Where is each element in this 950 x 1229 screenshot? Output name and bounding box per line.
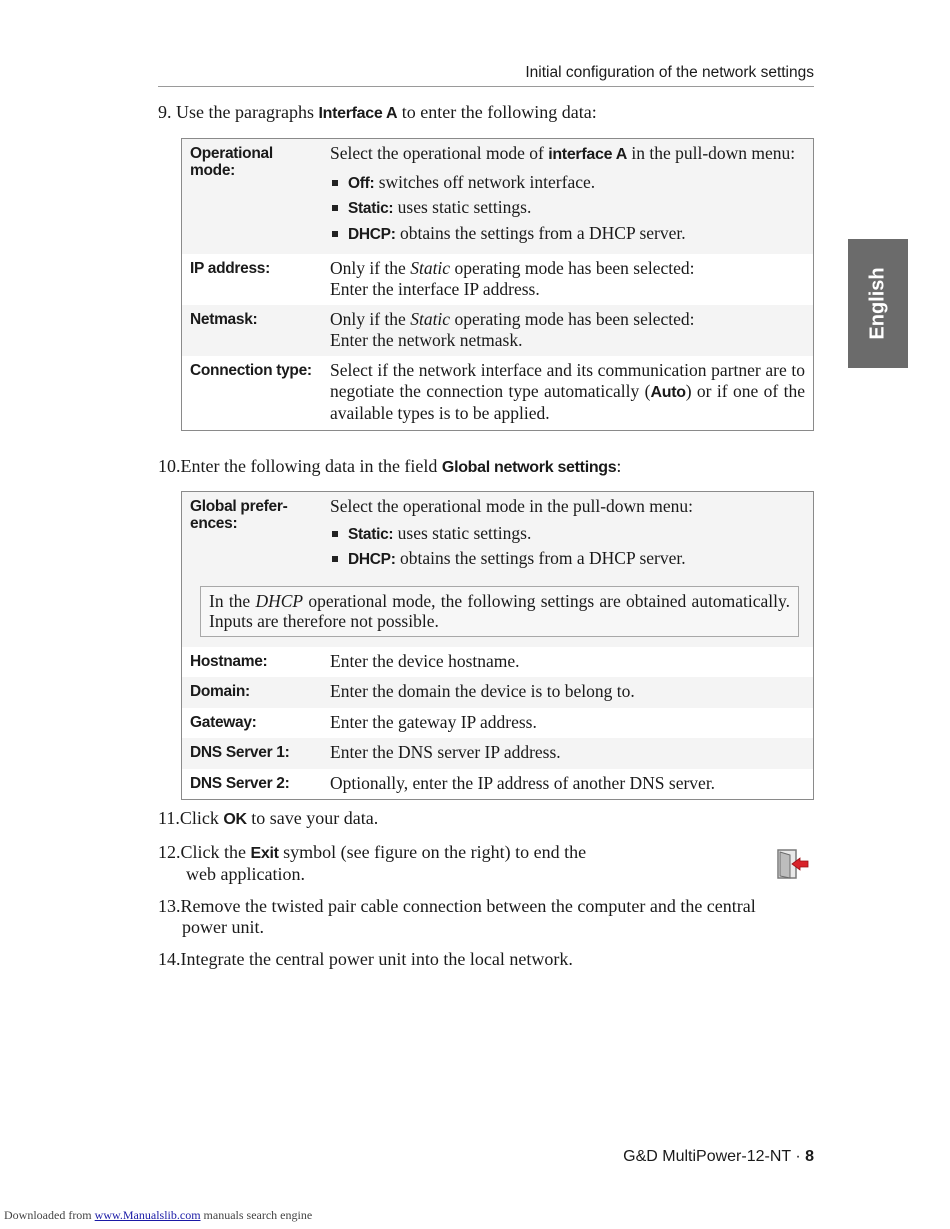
table-row [182, 356, 814, 430]
global-settings-table [181, 491, 814, 800]
step-keyword: Interface A [318, 105, 398, 122]
step-text: symbol (see figure on the right) to end the [278, 842, 587, 862]
option-keyword: Static: [348, 525, 394, 543]
download-suffix: manuals search engine [200, 1208, 313, 1222]
row-label: Global prefer- ences: [182, 492, 323, 580]
mode-options-list [330, 172, 805, 246]
table-row [182, 139, 814, 255]
row-label: DNS Server 1: [182, 738, 323, 769]
page-number: 8 [805, 1148, 814, 1165]
table-row [182, 708, 814, 739]
option-text: obtains the settings from a DHCP server. [395, 548, 686, 568]
table-row [182, 769, 814, 800]
option-text: uses static settings. [393, 197, 532, 217]
manualslib-link[interactable]: www.Manualslib.com [94, 1208, 201, 1222]
option-text: obtains the settings from a DHCP server. [395, 222, 686, 243]
running-header [158, 64, 814, 87]
value-text: operating mode has been selected: [450, 309, 695, 329]
value-text: Select the operational mode in the pull-down menu: [330, 496, 694, 516]
option-text: switches off network interface. [374, 171, 596, 192]
option-text: uses static settings. [393, 522, 532, 543]
step-text: Click the [180, 842, 251, 862]
download-prefix: Downloaded from [4, 1208, 95, 1222]
step-number: 13. [158, 896, 181, 916]
row-value: Enter the gateway IP address. [330, 711, 537, 732]
step-12 [158, 842, 758, 885]
list-item [330, 548, 805, 571]
row-label: Operational mode: [182, 139, 323, 255]
value-text: ) or if one of the available types is to be applied. [330, 380, 805, 423]
row-value [322, 492, 814, 580]
value-text: in the pull-down menu: [627, 143, 796, 163]
option-keyword: Off: [348, 174, 375, 192]
header-title: Initial configuration of the network settings [525, 64, 814, 81]
dhcp-note [200, 586, 799, 637]
step-number: 10. [158, 456, 181, 476]
option-keyword: Static: [348, 200, 394, 217]
row-label: Domain: [182, 677, 323, 708]
value-text: Enter the network netmask. [330, 329, 523, 350]
list-item [330, 172, 805, 195]
list-item [330, 523, 805, 546]
table-row [182, 305, 814, 356]
step-13 [158, 896, 814, 938]
step-text: Click [179, 808, 224, 828]
page-footer [500, 1148, 814, 1166]
value-emphasis: Static [410, 309, 451, 329]
download-notice [4, 1208, 312, 1223]
note-emphasis: DHCP [255, 590, 304, 611]
step-9 [158, 102, 814, 124]
step-11 [158, 808, 814, 830]
row-value: Enter the domain the device is to belong to. [322, 677, 814, 708]
step-number: 14. [158, 949, 181, 969]
note-cell [182, 580, 814, 647]
value-text: Enter the interface IP address. [330, 278, 540, 299]
value-text: Only if the [330, 258, 411, 278]
value-keyword: Auto [650, 383, 686, 401]
step-keyword: Exit [250, 845, 279, 862]
step-keyword: OK [223, 811, 247, 828]
list-item [330, 223, 805, 246]
table-row [182, 492, 814, 580]
step-number: 9. [158, 102, 172, 122]
step-number: 12. [158, 842, 181, 862]
step-text: to save your data. [246, 808, 379, 828]
note-text: operational mode, the following settings are obtained automatically. Inputs are therefore not possible. [209, 590, 790, 631]
language-tab [848, 239, 908, 368]
step-text: Use the paragraphs [176, 102, 319, 122]
list-item [330, 197, 805, 220]
step-text: to enter the following data: [397, 102, 597, 122]
row-value: Enter the DNS server IP address. [322, 738, 814, 769]
row-value [322, 305, 814, 356]
value-text: Select if the network interface and its communication partner are to negotiate the connection type automatically ( [330, 360, 805, 401]
value-text: Select the operational mode of [330, 143, 549, 163]
option-keyword: DHCP: [348, 551, 396, 568]
row-value [322, 254, 814, 305]
row-value [322, 139, 814, 255]
row-value: Optionally, enter the IP address of another DNS server. [330, 772, 716, 793]
value-keyword: interface A [548, 146, 627, 163]
row-label: IP address: [190, 260, 270, 277]
step-text: web application. [186, 864, 305, 884]
value-emphasis: Static [410, 258, 451, 278]
table-row [182, 580, 814, 647]
option-keyword: DHCP: [348, 225, 396, 243]
step-10 [158, 456, 814, 478]
table-row [182, 738, 814, 769]
row-label: DNS Server 2: [190, 774, 290, 792]
exit-door-arrow-icon [776, 848, 810, 880]
mode-options-list [330, 523, 805, 571]
step-text: : [616, 456, 622, 476]
row-label: Connection type: [190, 362, 312, 379]
step-14 [158, 949, 814, 970]
language-tab-label: English [866, 267, 889, 340]
row-label: Hostname: [190, 652, 268, 670]
step-text: Remove the twisted pair cable connection between the computer and the central [180, 896, 756, 916]
row-label: Netmask: [182, 305, 323, 356]
row-value [322, 356, 814, 430]
table-row [182, 647, 814, 678]
interface-settings-table [181, 138, 814, 431]
row-value: Enter the device hostname. [330, 650, 520, 671]
footer-product: G&D MultiPower-12-NT · [623, 1148, 806, 1165]
table-row [182, 254, 814, 305]
table-row [182, 677, 814, 708]
step-number: 11. [158, 808, 180, 828]
value-text: Only if the [330, 309, 411, 329]
value-text: operating mode has been selected: [450, 258, 695, 278]
row-label: Gateway: [190, 713, 257, 731]
step-text: Enter the following data in the field [180, 456, 442, 476]
step-text: Integrate the central power unit into the local network. [180, 949, 573, 969]
step-text: power unit. [182, 917, 264, 937]
note-text: In the [209, 590, 256, 611]
step-keyword: Global network settings [441, 459, 617, 476]
